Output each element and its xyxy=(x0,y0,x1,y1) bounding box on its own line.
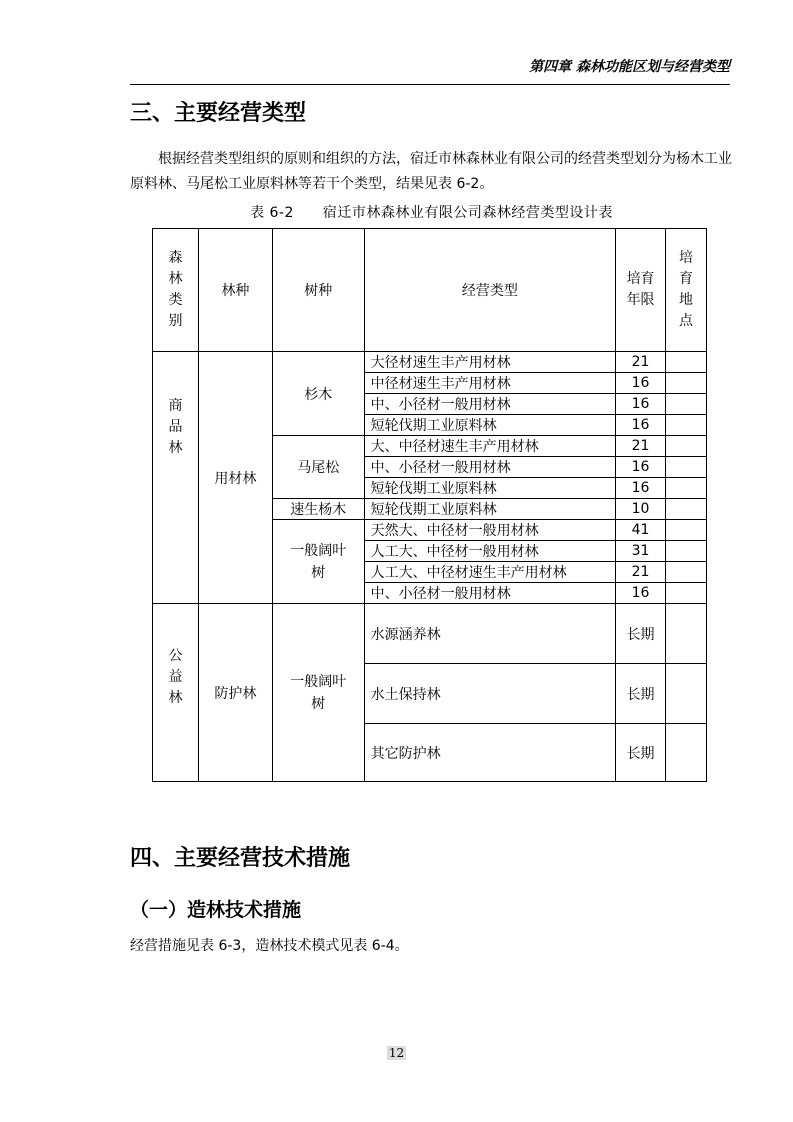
running-header: 第四章 森林功能区划与经营类型 xyxy=(130,56,730,85)
years-cell: 31 xyxy=(616,541,666,562)
header-forest-type: 林种 xyxy=(198,229,272,352)
years-cell: 16 xyxy=(616,415,666,436)
page-number: 12 xyxy=(388,1046,405,1060)
section-4-heading: 四、主要经营技术措施 xyxy=(130,846,351,871)
species-fast-poplar: 速生杨木 xyxy=(272,499,364,520)
years-cell: 21 xyxy=(616,436,666,457)
mgmt-type-cell: 人工大、中径材速生丰产用材林 xyxy=(364,562,615,583)
header-period-text: 培育年限 xyxy=(626,271,655,308)
years-cell: 10 xyxy=(616,499,666,520)
mgmt-type-cell: 天然大、中径材一般用材林 xyxy=(364,520,615,541)
forest-type-timber: 用材林 xyxy=(198,352,272,604)
mgmt-type-cell: 水土保持林 xyxy=(364,664,615,724)
years-cell: 长期 xyxy=(616,604,666,664)
years-cell: 41 xyxy=(616,520,666,541)
years-cell: 长期 xyxy=(616,664,666,724)
years-cell: 长期 xyxy=(616,724,666,782)
header-management-type: 经营类型 xyxy=(364,229,615,352)
years-cell: 21 xyxy=(616,352,666,373)
site-cell xyxy=(666,604,707,664)
category-public xyxy=(153,604,199,782)
mgmt-type-cell: 人工大、中径材一般用材林 xyxy=(364,541,615,562)
years-cell: 16 xyxy=(616,457,666,478)
table-header-row xyxy=(153,229,707,352)
site-cell xyxy=(666,457,707,478)
site-cell xyxy=(666,664,707,724)
header-site-text: 培育地点 xyxy=(679,250,694,329)
header-period xyxy=(616,229,666,352)
years-cell: 16 xyxy=(616,394,666,415)
site-cell xyxy=(666,520,707,541)
years-cell: 16 xyxy=(616,373,666,394)
site-cell xyxy=(666,394,707,415)
species-broadleaf-public-text: 一般阔叶树 xyxy=(290,673,347,712)
mgmt-type-cell: 短轮伐期工业原料林 xyxy=(364,415,615,436)
section-3-heading: 三、主要经营类型 xyxy=(130,101,307,126)
species-broadleaf-public xyxy=(272,604,364,782)
mgmt-type-cell: 水源涵养林 xyxy=(364,604,615,664)
species-fir: 杉木 xyxy=(272,352,364,436)
site-cell xyxy=(666,373,707,394)
mgmt-type-cell: 中、小径材一般用材林 xyxy=(364,457,615,478)
years-cell: 21 xyxy=(616,562,666,583)
subsection-1-heading: （一）造林技术措施 xyxy=(130,899,302,921)
site-cell xyxy=(666,541,707,562)
header-category xyxy=(153,229,199,352)
table-row xyxy=(153,604,707,664)
site-cell xyxy=(666,583,707,604)
site-cell xyxy=(666,724,707,782)
forest-type-protection: 防护林 xyxy=(198,604,272,782)
species-broadleaf xyxy=(272,520,364,604)
mgmt-type-cell: 中径材速生丰产用材林 xyxy=(364,373,615,394)
years-cell: 16 xyxy=(616,478,666,499)
forest-management-type-table xyxy=(152,228,707,782)
table-row xyxy=(153,352,707,373)
site-cell xyxy=(666,436,707,457)
header-category-text: 森林类别 xyxy=(168,250,183,329)
mgmt-type-cell: 其它防护林 xyxy=(364,724,615,782)
site-cell xyxy=(666,415,707,436)
mgmt-type-cell: 大径材速生丰产用材林 xyxy=(364,352,615,373)
years-cell: 16 xyxy=(616,583,666,604)
site-cell xyxy=(666,478,707,499)
mgmt-type-cell: 短轮伐期工业原料林 xyxy=(364,478,615,499)
mgmt-type-cell: 中、小径材一般用材林 xyxy=(364,394,615,415)
category-commercial xyxy=(153,352,199,604)
species-masson-pine: 马尾松 xyxy=(272,436,364,499)
site-cell xyxy=(666,499,707,520)
site-cell xyxy=(666,562,707,583)
page-number-container xyxy=(0,1042,793,1061)
category-public-text: 公益林 xyxy=(168,648,183,706)
table-caption: 表 6-2 宿迁市林森林业有限公司森林经营类型设计表 xyxy=(250,205,613,221)
category-commercial-text: 商品林 xyxy=(168,398,183,456)
measures-paragraph: 经营措施见表 6-3，造林技术模式见表 6-4。 xyxy=(130,938,409,954)
species-broadleaf-text: 一般阔叶树 xyxy=(290,542,347,581)
mgmt-type-cell: 大、中径材速生丰产用材林 xyxy=(364,436,615,457)
mgmt-type-cell: 中、小径材一般用材林 xyxy=(364,583,615,604)
site-cell xyxy=(666,352,707,373)
header-site xyxy=(666,229,707,352)
header-species: 树种 xyxy=(272,229,364,352)
intro-paragraph: 根据经营类型组织的原则和组织的方法，宿迁市林森林业有限公司的经营类型划分为杨木工业原料林、马尾松工业原料林等若干个类型，结果见表 6-2。 xyxy=(130,151,732,192)
mgmt-type-cell: 短轮伐期工业原料林 xyxy=(364,499,615,520)
